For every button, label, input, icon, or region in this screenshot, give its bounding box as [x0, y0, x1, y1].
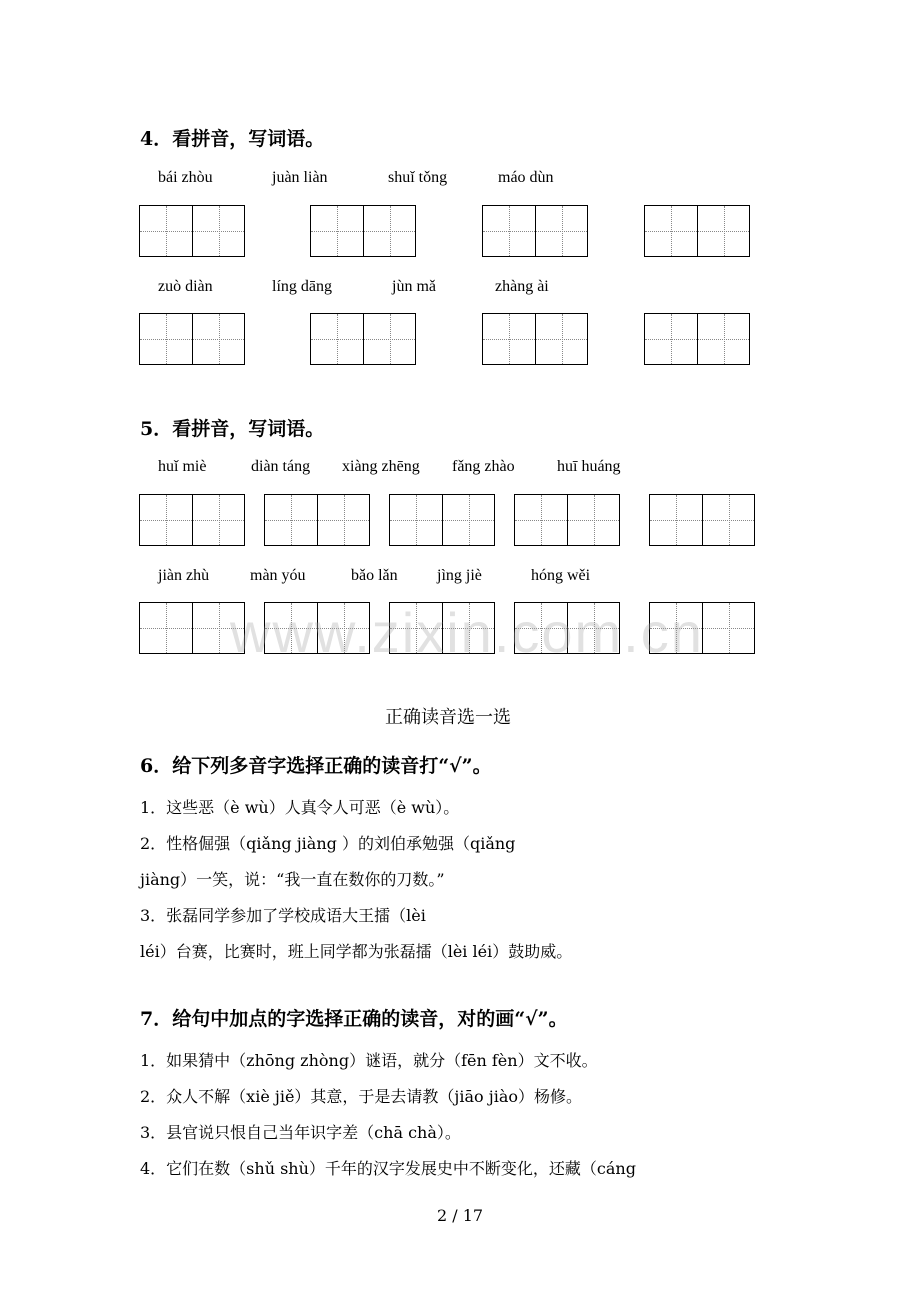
- watermark: www.zixin.com.cn: [230, 601, 704, 664]
- page-number: 2 / 17: [437, 1206, 484, 1225]
- q7-line: 2．众人不解（xiè jiě）其意，于是去请教（jiāo jiào）杨修。: [140, 1087, 583, 1106]
- pinyin-label: fǎng zhào: [452, 458, 515, 475]
- q6-line: jiàng）一笑，说：“我一直在数你的刀数。”: [140, 870, 445, 889]
- q6-line: 3．张磊同学参加了学校成语大王擂（lèi: [140, 906, 426, 925]
- q7-line: 4．它们在数（shǔ shù）千年的汉字发展史中不断变化，还藏（cáng: [140, 1159, 636, 1178]
- pinyin-label: zuò diàn: [158, 278, 213, 295]
- pinyin-label: máo dùn: [498, 169, 554, 186]
- pinyin-label: jiàn zhù: [158, 567, 210, 584]
- pinyin-label: jùn mǎ: [392, 278, 436, 295]
- writing-grid[interactable]: [264, 494, 370, 546]
- section-title: 正确读音选一选: [385, 707, 511, 728]
- q4-heading: 4．看拼音，写词语。: [140, 128, 325, 150]
- writing-grid[interactable]: [514, 494, 620, 546]
- writing-grid[interactable]: [482, 313, 588, 365]
- pinyin-label: huǐ miè: [158, 458, 207, 475]
- pinyin-label: huī huáng: [557, 458, 621, 475]
- writing-grid[interactable]: [389, 494, 495, 546]
- pinyin-label: xiàng zhēng: [342, 458, 420, 475]
- pinyin-label: màn yóu: [250, 567, 306, 584]
- q6-line: léi）台赛，比赛时，班上同学都为张磊擂（lèi léi）鼓助威。: [140, 942, 573, 961]
- q7-line: 3．县官说只恨自己当年识字差（chā chà）。: [140, 1123, 461, 1142]
- q6-heading: 6．给下列多音字选择正确的读音打“√”。: [140, 755, 492, 777]
- writing-grid[interactable]: [139, 494, 245, 546]
- q5-heading: 5．看拼音，写词语。: [140, 418, 325, 440]
- pinyin-label: líng dāng: [272, 278, 332, 295]
- writing-grid[interactable]: [649, 494, 755, 546]
- writing-grid[interactable]: [644, 205, 750, 257]
- writing-grid[interactable]: [139, 313, 245, 365]
- writing-grid[interactable]: [310, 313, 416, 365]
- q6-line: 2．性格倔强（qiǎng jiàng ）的刘伯承勉强（qiǎng: [140, 834, 516, 853]
- pinyin-label: hóng wěi: [531, 567, 591, 584]
- pinyin-label: bǎo lǎn: [351, 567, 398, 584]
- pinyin-label: bái zhòu: [158, 169, 213, 186]
- writing-grid[interactable]: [139, 205, 245, 257]
- q6-line: 1．这些恶（è wù）人真令人可恶（è wù）。: [140, 798, 460, 817]
- pinyin-label: shuǐ tǒng: [388, 169, 448, 186]
- pinyin-label: diàn táng: [251, 458, 311, 475]
- writing-grid[interactable]: [310, 205, 416, 257]
- q7-heading: 7．给句中加点的字选择正确的读音，对的画“√”。: [140, 1008, 568, 1030]
- pinyin-label: jìng jiè: [437, 567, 482, 584]
- pinyin-label: zhàng ài: [495, 278, 549, 295]
- writing-grid[interactable]: [644, 313, 750, 365]
- pinyin-label: juàn liàn: [272, 169, 328, 186]
- writing-grid[interactable]: [482, 205, 588, 257]
- q7-line: 1．如果猜中（zhōng zhòng）谜语，就分（fēn fèn）文不收。: [140, 1051, 598, 1070]
